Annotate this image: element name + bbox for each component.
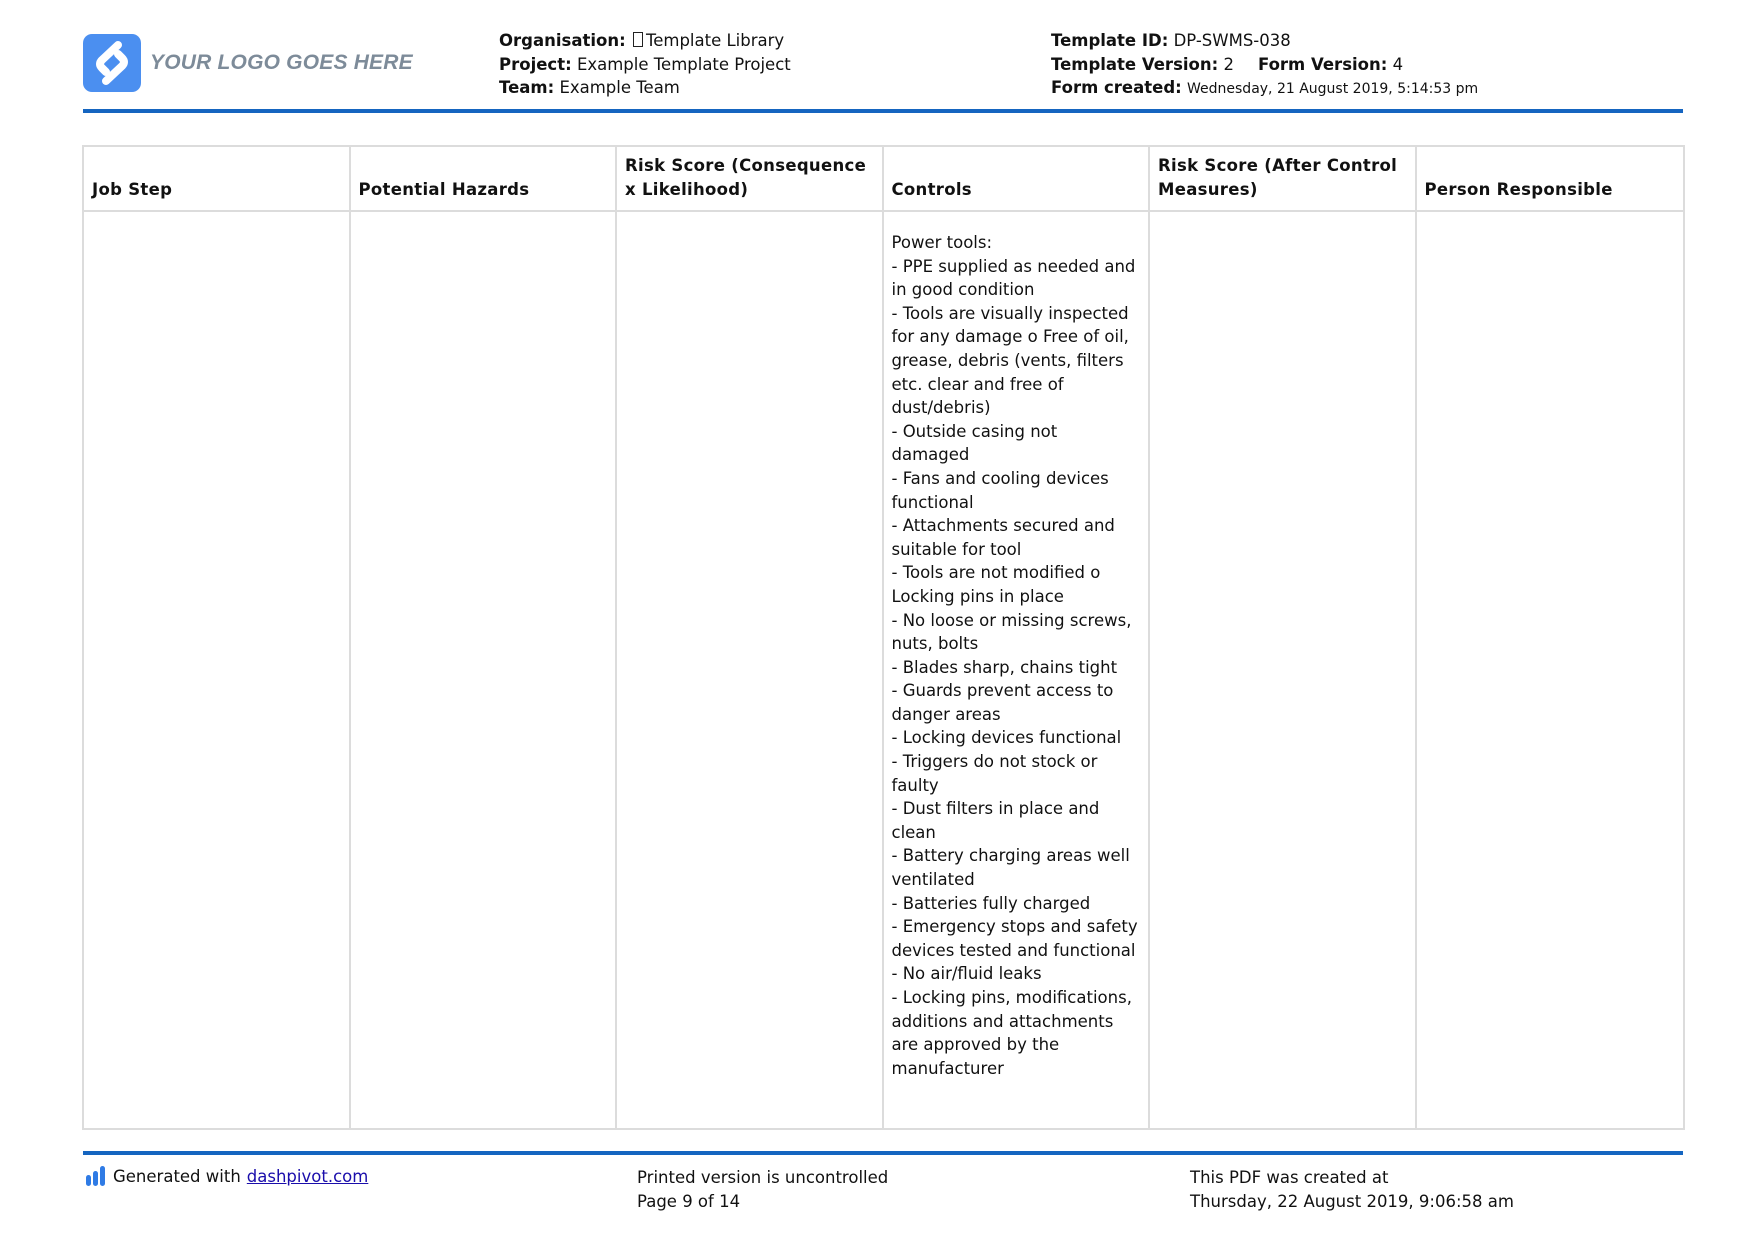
header-divider xyxy=(83,109,1683,113)
control-item: - Dust filters in place and clean xyxy=(891,799,1100,842)
project-line xyxy=(499,53,791,77)
control-item: - Batteries fully charged xyxy=(891,893,1091,913)
control-item: - Triggers do not stock or faulty xyxy=(891,752,1098,795)
column-header-potential-hazards: Potential Hazards xyxy=(351,147,618,212)
control-item: - Attachments secured and suitable for tool xyxy=(891,516,1115,559)
template-id-value: DP-SWMS-038 xyxy=(1173,31,1291,50)
form-created-line xyxy=(1051,76,1478,102)
template-version-label: Template Version: xyxy=(1051,54,1219,74)
column-header-risk-score: Risk Score (Consequence x Likelihood) xyxy=(617,147,884,212)
control-item: - Emergency stops and safety devices tested and functional xyxy=(891,917,1138,960)
project-label: Project: xyxy=(499,54,572,74)
column-header-risk-after: Risk Score (After Control Measures) xyxy=(1150,147,1417,212)
control-item: - Fans and cooling devices functional xyxy=(891,468,1109,512)
cell-person-responsible xyxy=(1417,212,1684,1128)
control-item: - Blades sharp, chains tight xyxy=(891,657,1118,677)
template-id-label: Template ID: xyxy=(1051,31,1169,50)
swms-table xyxy=(82,145,1685,1130)
organisation-line xyxy=(499,29,791,53)
cell-risk-score xyxy=(617,212,884,1128)
page-header xyxy=(83,0,1683,112)
control-item: - No air/fluid leaks xyxy=(891,964,1042,984)
template-version-value: 2 xyxy=(1223,54,1234,74)
organisation-value: Template Library xyxy=(645,31,785,50)
project-meta xyxy=(499,29,791,100)
company-logo xyxy=(83,34,413,92)
cell-potential-hazards xyxy=(351,212,618,1128)
control-item: - Outside casing not damaged xyxy=(891,421,1058,465)
cell-job-step xyxy=(84,212,351,1128)
organisation-label: Organisation: xyxy=(499,31,626,50)
dashpivot-link[interactable]: dashpivot.com xyxy=(246,1166,369,1186)
team-line xyxy=(499,76,791,100)
control-item: - PPE supplied as needed and in good condition xyxy=(891,256,1136,300)
control-item: - Guards prevent access to danger areas xyxy=(891,681,1114,724)
pdf-created xyxy=(1190,1166,1514,1213)
cell-controls xyxy=(884,212,1151,1128)
form-version-label: Form Version: xyxy=(1257,54,1388,74)
control-item: - Tools are visually inspected for any damage o Free of oil, grease, debris (vents, filters etc. clear and free of dust/debris) xyxy=(891,303,1129,418)
template-id-line xyxy=(1051,29,1478,53)
cell-risk-after xyxy=(1150,212,1417,1128)
organisation-icon xyxy=(633,32,643,47)
generated-with xyxy=(86,1166,368,1186)
project-value: Example Template Project xyxy=(576,54,791,74)
team-value: Example Team xyxy=(559,78,680,97)
control-item: - Tools are not modified o Locking pins in place xyxy=(891,563,1101,606)
team-label: Team: xyxy=(499,78,555,97)
dashpivot-icon xyxy=(86,1166,105,1186)
version-line xyxy=(1051,53,1478,77)
control-item: - Battery charging areas well ventilated xyxy=(891,846,1130,890)
template-meta xyxy=(1051,29,1478,102)
page-number: Page 9 of 14 xyxy=(637,1191,741,1211)
column-header-job-step: Job Step xyxy=(84,147,351,212)
control-item: - Locking devices functional xyxy=(891,728,1122,748)
control-item: - No loose or missing screws, nuts, bolts xyxy=(891,610,1132,654)
form-version-value: 4 xyxy=(1392,54,1404,74)
uncontrolled-notice: Printed version is uncontrolled xyxy=(637,1168,889,1187)
logo-mark-icon xyxy=(83,34,141,92)
control-item: - Locking pins, modifications, additions and attachments are approved by the manufacturer xyxy=(891,988,1132,1078)
form-created-value: Wednesday, 21 August 2019, 5:14:53 pm xyxy=(1187,81,1479,97)
column-header-person-responsible: Person Responsible xyxy=(1417,147,1684,212)
column-header-controls: Controls xyxy=(884,147,1151,212)
pdf-created-value: Thursday, 22 August 2019, 9:06:58 am xyxy=(1190,1191,1514,1211)
pdf-created-label: This PDF was created at xyxy=(1190,1168,1389,1187)
footer-divider xyxy=(83,1151,1683,1155)
logo-text: YOUR LOGO GOES HERE xyxy=(150,51,413,74)
control-item: Power tools: xyxy=(891,233,993,252)
generated-text: Generated with xyxy=(113,1166,241,1186)
print-notice xyxy=(637,1166,888,1213)
form-created-label: Form created: xyxy=(1051,78,1182,97)
